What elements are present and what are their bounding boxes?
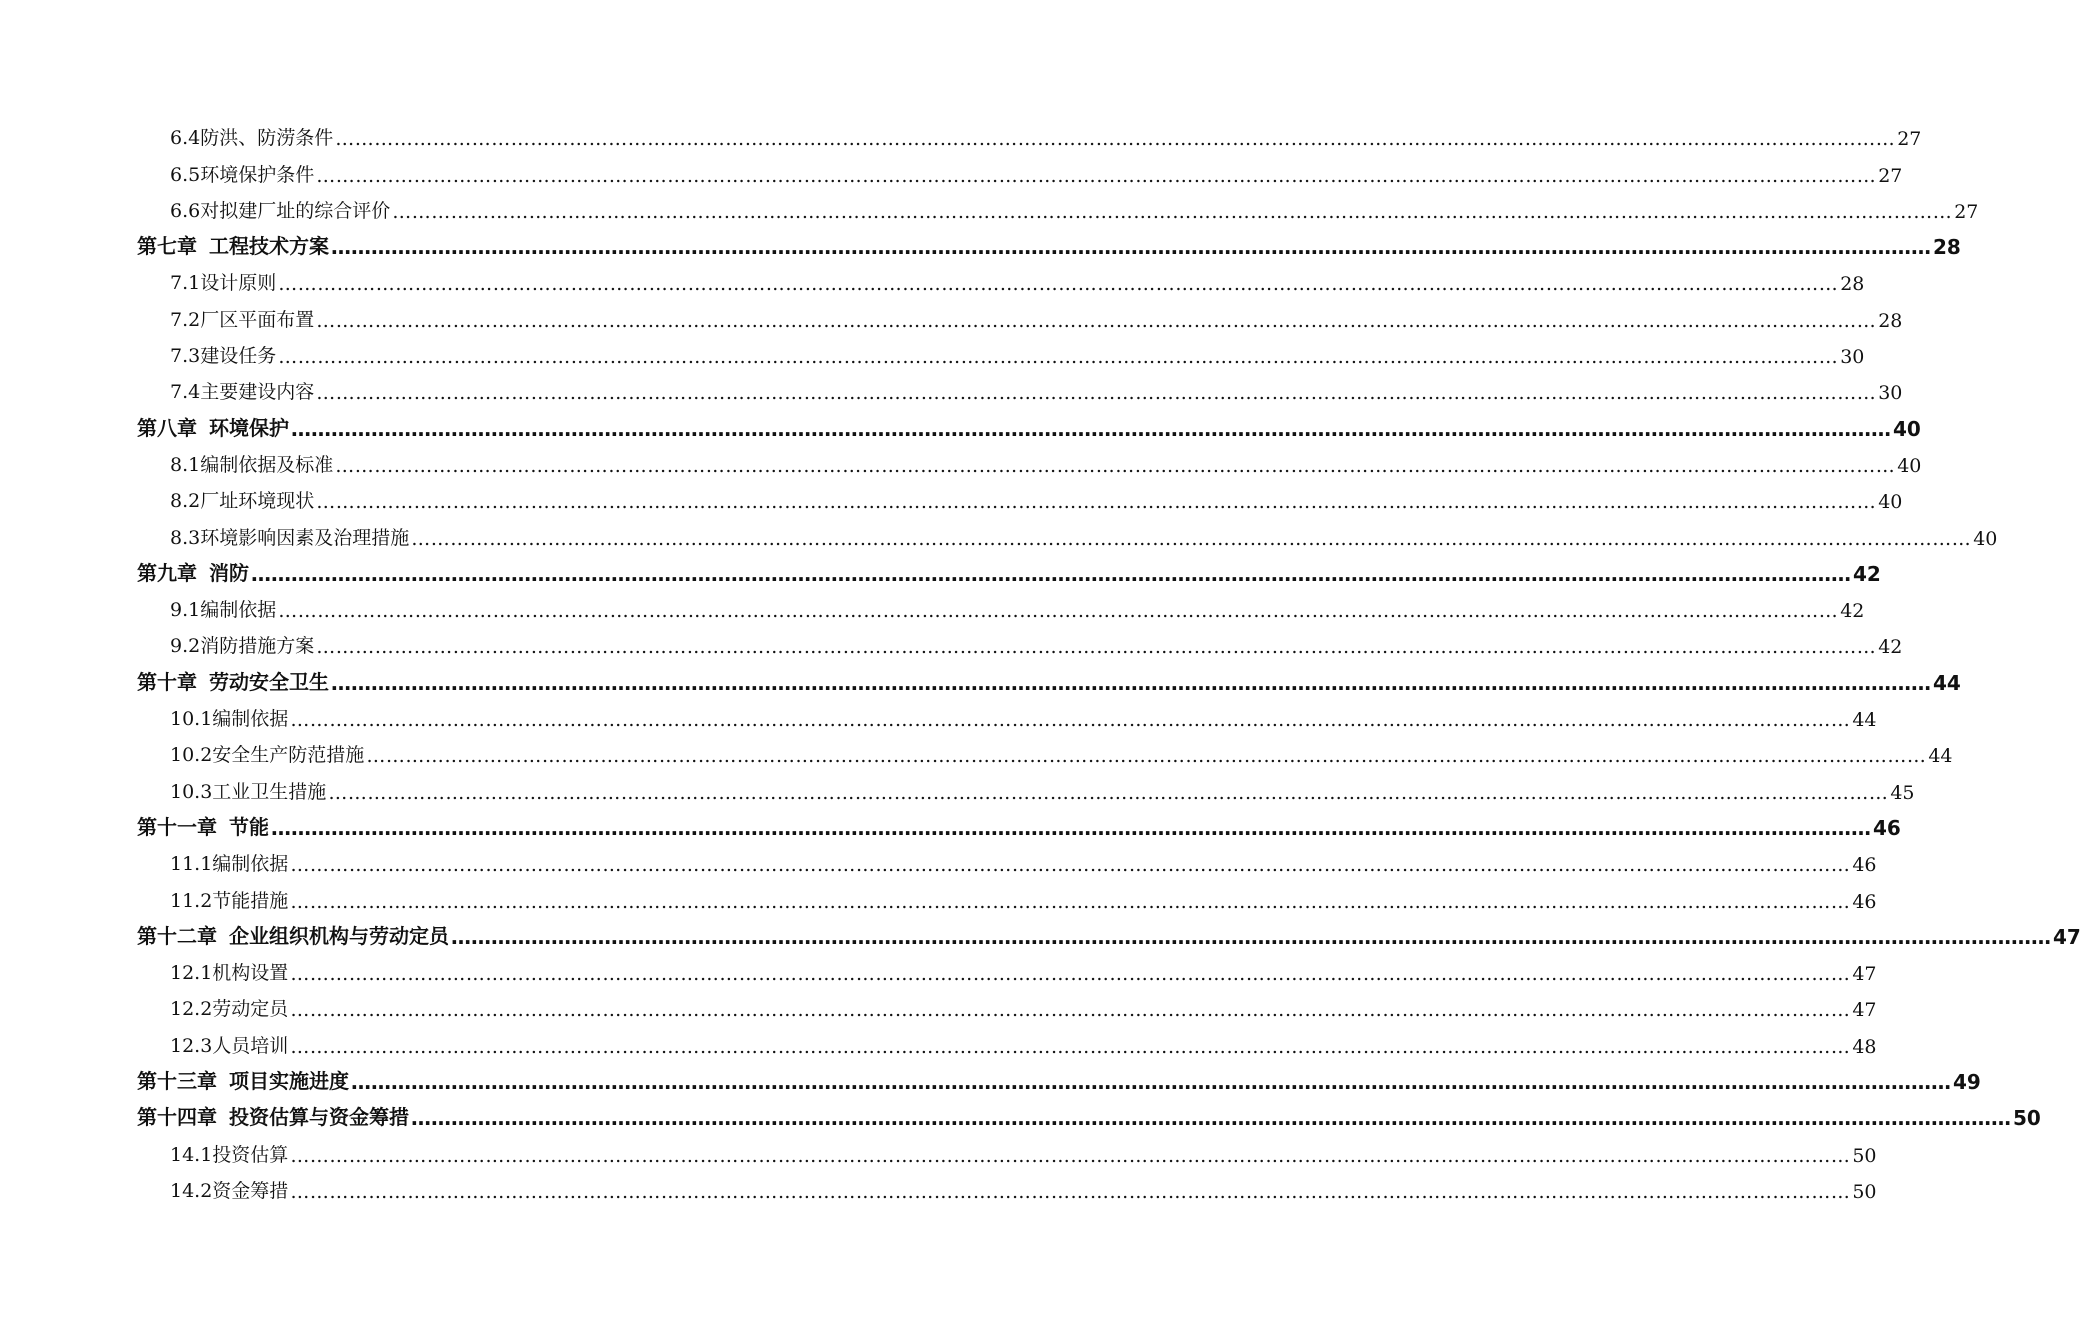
dot-leader: …………………………………………………………………………………………………………………………………………………………………………………………………………………… <box>291 416 1891 441</box>
toc-chapter-entry[interactable] <box>0 662 1961 698</box>
toc-section-entry[interactable] <box>0 590 1865 626</box>
chapter-number: 第七章 <box>137 234 197 259</box>
section-title: 10.2安全生产防范措施 <box>170 744 365 767</box>
chapter-name: 环境保护 <box>209 415 289 440</box>
chapter-title <box>137 230 329 259</box>
toc-section-entry[interactable] <box>0 517 1998 553</box>
toc-section-entry[interactable] <box>0 953 1877 989</box>
toc-section-entry[interactable] <box>0 699 1877 735</box>
chapter-name: 工程技术方案 <box>209 234 329 259</box>
dot-leader: …………………………………………………………………………………………………………………………………………………………………………………………………………………… <box>290 999 1851 1022</box>
section-title: 8.2厂址环境现状 <box>170 490 315 513</box>
toc-section-entry[interactable] <box>0 771 1915 807</box>
dot-leader: …………………………………………………………………………………………………………………………………………………………………………………………………………………… <box>251 561 1851 586</box>
page-number: 44 <box>1933 670 1961 695</box>
dot-leader: …………………………………………………………………………………………………………………………………………………………………………………………………………………… <box>335 128 1896 151</box>
toc-section-entry[interactable] <box>0 844 1877 880</box>
toc-section-entry[interactable] <box>0 263 1865 299</box>
dot-leader: …………………………………………………………………………………………………………………………………………………………………………………………………………………… <box>316 636 1877 659</box>
dot-leader: …………………………………………………………………………………………………………………………………………………………………………………………………………………… <box>366 745 1927 768</box>
chapter-name: 节能 <box>229 814 269 839</box>
section-title: 12.2劳动定员 <box>170 998 289 1021</box>
chapter-number: 第十四章 <box>137 1105 217 1130</box>
page-number: 30 <box>1878 382 1903 405</box>
page-number: 50 <box>1852 1144 1877 1167</box>
chapter-number: 第十一章 <box>137 814 217 839</box>
toc-section-entry[interactable] <box>0 1025 1877 1061</box>
page-number: 27 <box>1878 164 1903 187</box>
section-title: 7.4主要建设内容 <box>170 381 315 404</box>
toc-section-entry[interactable] <box>0 154 1903 190</box>
dot-leader: …………………………………………………………………………………………………………………………………………………………………………………………………………………… <box>351 1070 1951 1095</box>
toc-chapter-entry[interactable] <box>0 1098 2041 1134</box>
toc-chapter-entry[interactable] <box>0 808 1901 844</box>
chapter-number: 第十二章 <box>137 923 217 948</box>
section-title: 6.5环境保护条件 <box>170 163 315 186</box>
page-number: 46 <box>1852 854 1877 877</box>
dot-leader: …………………………………………………………………………………………………………………………………………………………………………………………………………………… <box>331 670 1931 695</box>
toc-section-entry[interactable] <box>0 481 1903 517</box>
dot-leader: …………………………………………………………………………………………………………………………………………………………………………………………………………………… <box>290 1180 1851 1203</box>
chapter-title <box>137 811 269 840</box>
dot-leader: …………………………………………………………………………………………………………………………………………………………………………………………………………………… <box>290 963 1851 986</box>
section-title: 6.4防洪、防涝条件 <box>170 127 334 150</box>
dot-leader: …………………………………………………………………………………………………………………………………………………………………………………………………………………… <box>316 164 1877 187</box>
section-title: 12.3人员培训 <box>170 1034 289 1057</box>
page-number: 42 <box>1878 636 1903 659</box>
page-number: 40 <box>1973 527 1998 550</box>
toc-section-entry[interactable] <box>0 445 1922 481</box>
chapter-number: 第九章 <box>137 560 197 585</box>
chapter-number: 第十章 <box>137 669 197 694</box>
chapter-name: 企业组织机构与劳动定员 <box>229 923 449 948</box>
chapter-title <box>137 1065 349 1094</box>
page-number: 45 <box>1890 781 1915 804</box>
section-title: 7.3建设任务 <box>170 345 277 368</box>
dot-leader: …………………………………………………………………………………………………………………………………………………………………………………………………………………… <box>451 924 2051 949</box>
toc-chapter-entry[interactable] <box>0 554 1881 590</box>
toc-section-entry[interactable] <box>0 880 1877 916</box>
chapter-title <box>137 557 249 586</box>
chapter-title <box>137 666 329 695</box>
toc-chapter-entry[interactable] <box>0 408 1921 444</box>
toc-section-entry[interactable] <box>0 118 1922 154</box>
dot-leader: …………………………………………………………………………………………………………………………………………………………………………………………………………………… <box>290 890 1851 913</box>
section-title: 12.1机构设置 <box>170 962 289 985</box>
chapter-title <box>137 1101 409 1130</box>
chapter-name: 劳动安全卫生 <box>209 669 329 694</box>
toc-section-entry[interactable] <box>0 299 1903 335</box>
dot-leader: …………………………………………………………………………………………………………………………………………………………………………………………………………………… <box>271 815 1871 840</box>
toc-chapter-entry[interactable] <box>0 917 2081 953</box>
page-number: 48 <box>1852 1035 1877 1058</box>
dot-leader: …………………………………………………………………………………………………………………………………………………………………………………………………………………… <box>331 235 1931 260</box>
page-number: 42 <box>1853 561 1881 586</box>
page-number: 44 <box>1852 709 1877 732</box>
page-number: 46 <box>1852 890 1877 913</box>
chapter-number: 第十三章 <box>137 1069 217 1094</box>
toc-chapter-entry[interactable] <box>0 227 1961 263</box>
page-number: 40 <box>1893 416 1921 441</box>
section-title: 9.2消防措施方案 <box>170 635 315 658</box>
page-number: 28 <box>1840 273 1865 296</box>
page-number: 30 <box>1840 346 1865 369</box>
dot-leader: …………………………………………………………………………………………………………………………………………………………………………………………………………………… <box>290 709 1851 732</box>
toc-section-entry[interactable] <box>0 336 1865 372</box>
dot-leader: …………………………………………………………………………………………………………………………………………………………………………………………………………………… <box>392 200 1953 223</box>
dot-leader: …………………………………………………………………………………………………………………………………………………………………………………………………………………… <box>278 273 1839 296</box>
dot-leader: …………………………………………………………………………………………………………………………………………………………………………………………………………………… <box>335 454 1896 477</box>
dot-leader: …………………………………………………………………………………………………………………………………………………………………………………………………………………… <box>290 1144 1851 1167</box>
dot-leader: …………………………………………………………………………………………………………………………………………………………………………………………………………………… <box>411 527 1972 550</box>
section-title: 7.2厂区平面布置 <box>170 308 315 331</box>
chapter-name: 消防 <box>209 560 249 585</box>
table-of-contents <box>0 118 2081 1207</box>
page-number: 50 <box>2013 1106 2041 1131</box>
section-title: 6.6对拟建厂址的综合评价 <box>170 199 391 222</box>
page-number: 40 <box>1897 454 1922 477</box>
dot-leader: …………………………………………………………………………………………………………………………………………………………………………………………………………………… <box>278 600 1839 623</box>
dot-leader: …………………………………………………………………………………………………………………………………………………………………………………………………………………… <box>316 491 1877 514</box>
section-title: 7.1设计原则 <box>170 272 277 295</box>
page-number: 50 <box>1852 1180 1877 1203</box>
toc-chapter-entry[interactable] <box>0 1062 1981 1098</box>
page-number: 47 <box>1852 963 1877 986</box>
dot-leader: …………………………………………………………………………………………………………………………………………………………………………………………………………………… <box>290 1035 1851 1058</box>
page-number: 28 <box>1878 309 1903 332</box>
page-number: 42 <box>1840 600 1865 623</box>
toc-section-entry[interactable] <box>0 372 1903 408</box>
page-number: 49 <box>1953 1070 1981 1095</box>
dot-leader: …………………………………………………………………………………………………………………………………………………………………………………………………………………… <box>328 781 1889 804</box>
section-title: 10.1编制依据 <box>170 708 289 731</box>
section-title: 11.1编制依据 <box>170 853 289 876</box>
section-title: 9.1编制依据 <box>170 599 277 622</box>
page-number: 46 <box>1873 815 1901 840</box>
section-title: 14.2资金筹措 <box>170 1179 289 1202</box>
page-number: 47 <box>1852 999 1877 1022</box>
toc-section-entry[interactable] <box>0 1134 1877 1170</box>
page-number: 47 <box>2053 924 2081 949</box>
dot-leader: …………………………………………………………………………………………………………………………………………………………………………………………………………………… <box>316 382 1877 405</box>
chapter-name: 投资估算与资金筹措 <box>229 1105 409 1130</box>
section-title: 14.1投资估算 <box>170 1143 289 1166</box>
chapter-title <box>137 920 449 949</box>
chapter-number: 第八章 <box>137 415 197 440</box>
section-title: 11.2节能措施 <box>170 889 289 912</box>
toc-section-entry[interactable] <box>0 1171 1877 1207</box>
section-title: 8.1编制依据及标准 <box>170 453 334 476</box>
dot-leader: …………………………………………………………………………………………………………………………………………………………………………………………………………………… <box>316 309 1877 332</box>
page-number: 28 <box>1933 235 1961 260</box>
section-title: 8.3环境影响因素及治理措施 <box>170 526 410 549</box>
toc-section-entry[interactable] <box>0 191 1979 227</box>
toc-section-entry[interactable] <box>0 626 1903 662</box>
toc-section-entry[interactable] <box>0 735 1953 771</box>
toc-section-entry[interactable] <box>0 989 1877 1025</box>
page-number: 40 <box>1878 491 1903 514</box>
chapter-title <box>137 412 289 441</box>
page-number: 44 <box>1928 745 1953 768</box>
dot-leader: …………………………………………………………………………………………………………………………………………………………………………………………………………………… <box>278 346 1839 369</box>
page-number: 27 <box>1897 128 1922 151</box>
chapter-name: 项目实施进度 <box>229 1069 349 1094</box>
dot-leader: …………………………………………………………………………………………………………………………………………………………………………………………………………………… <box>290 854 1851 877</box>
page-number: 27 <box>1954 200 1979 223</box>
dot-leader: …………………………………………………………………………………………………………………………………………………………………………………………………………………… <box>411 1106 2011 1131</box>
section-title: 10.3工业卫生措施 <box>170 780 327 803</box>
